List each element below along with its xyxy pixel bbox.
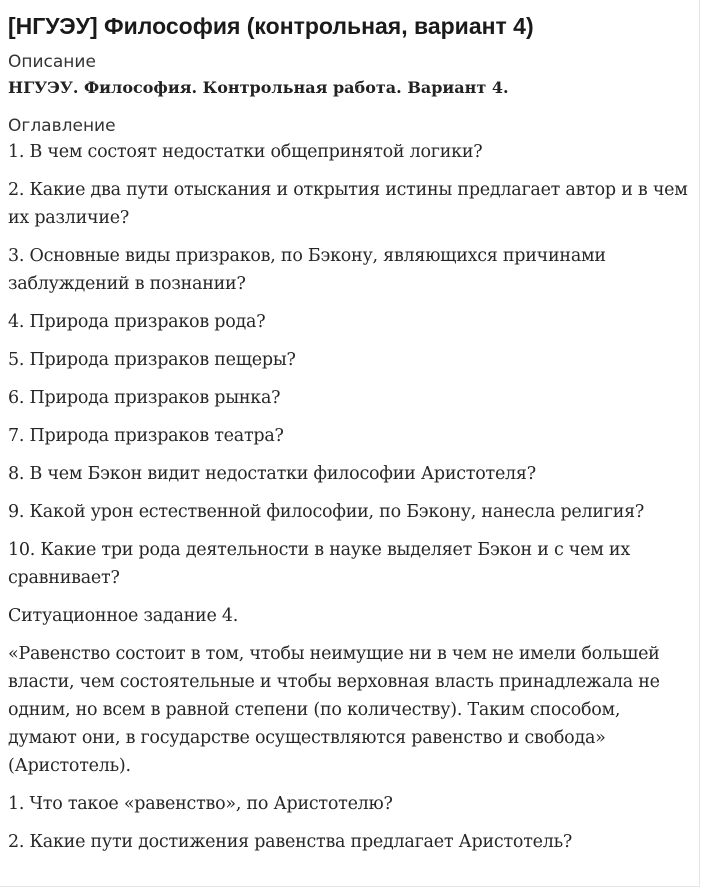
toc-question: 7. Природа призраков театра? xyxy=(8,426,284,446)
situation-title: Ситуационное задание 4. xyxy=(8,606,239,626)
toc-list xyxy=(8,138,692,856)
toc-question: 9. Какой урон естественной философии, по Бэкону, нанесла религия? xyxy=(8,502,645,522)
toc-question: 4. Природа призраков рода? xyxy=(8,312,266,332)
situation-question: 1. Что такое «равенство», по Аристотелю? xyxy=(8,794,393,814)
situation-question: 2. Какие пути достижения равенства предлагает Аристотель? xyxy=(8,832,573,852)
product-description xyxy=(8,10,692,856)
toc-question: 1. В чем состоят недостатки общепринятой логики? xyxy=(8,142,483,162)
toc-question: 8. В чем Бэкон видит недостатки философии Аристотеля? xyxy=(8,464,536,484)
toc-question: 5. Природа призраков пещеры? xyxy=(8,350,296,370)
situation-quote: «Равенство состоит в том, чтобы неимущие ни в чем не имели большей власти, чем состоятельные и чтобы верховная власть принадлежала не одним, но всем в равной степени (по количеству). Таким способом, думают они, в государстве осуществляются равенство и свобода» (Аристотель). xyxy=(8,644,660,776)
toc-question: 2. Какие два пути отыскания и открытия истины предлагает автор и в чем их различие? xyxy=(8,180,688,228)
toc-heading: Оглавление xyxy=(8,116,116,136)
page-title: [НГУЭУ] Философия (контрольная, вариант 4) xyxy=(8,13,534,39)
description-text: НГУЭУ. Философия. Контрольная работа. Вариант 4. xyxy=(8,78,509,97)
description-heading: Описание xyxy=(8,52,96,72)
toc-question: 3. Основные виды призраков, по Бэкону, являющихся причинами заблуждений в познании? xyxy=(8,246,606,294)
toc-question: 6. Природа призраков рынка? xyxy=(8,388,281,408)
toc-question: 10. Какие три рода деятельности в науке выделяет Бэкон и с чем их сравнивает? xyxy=(8,540,630,588)
